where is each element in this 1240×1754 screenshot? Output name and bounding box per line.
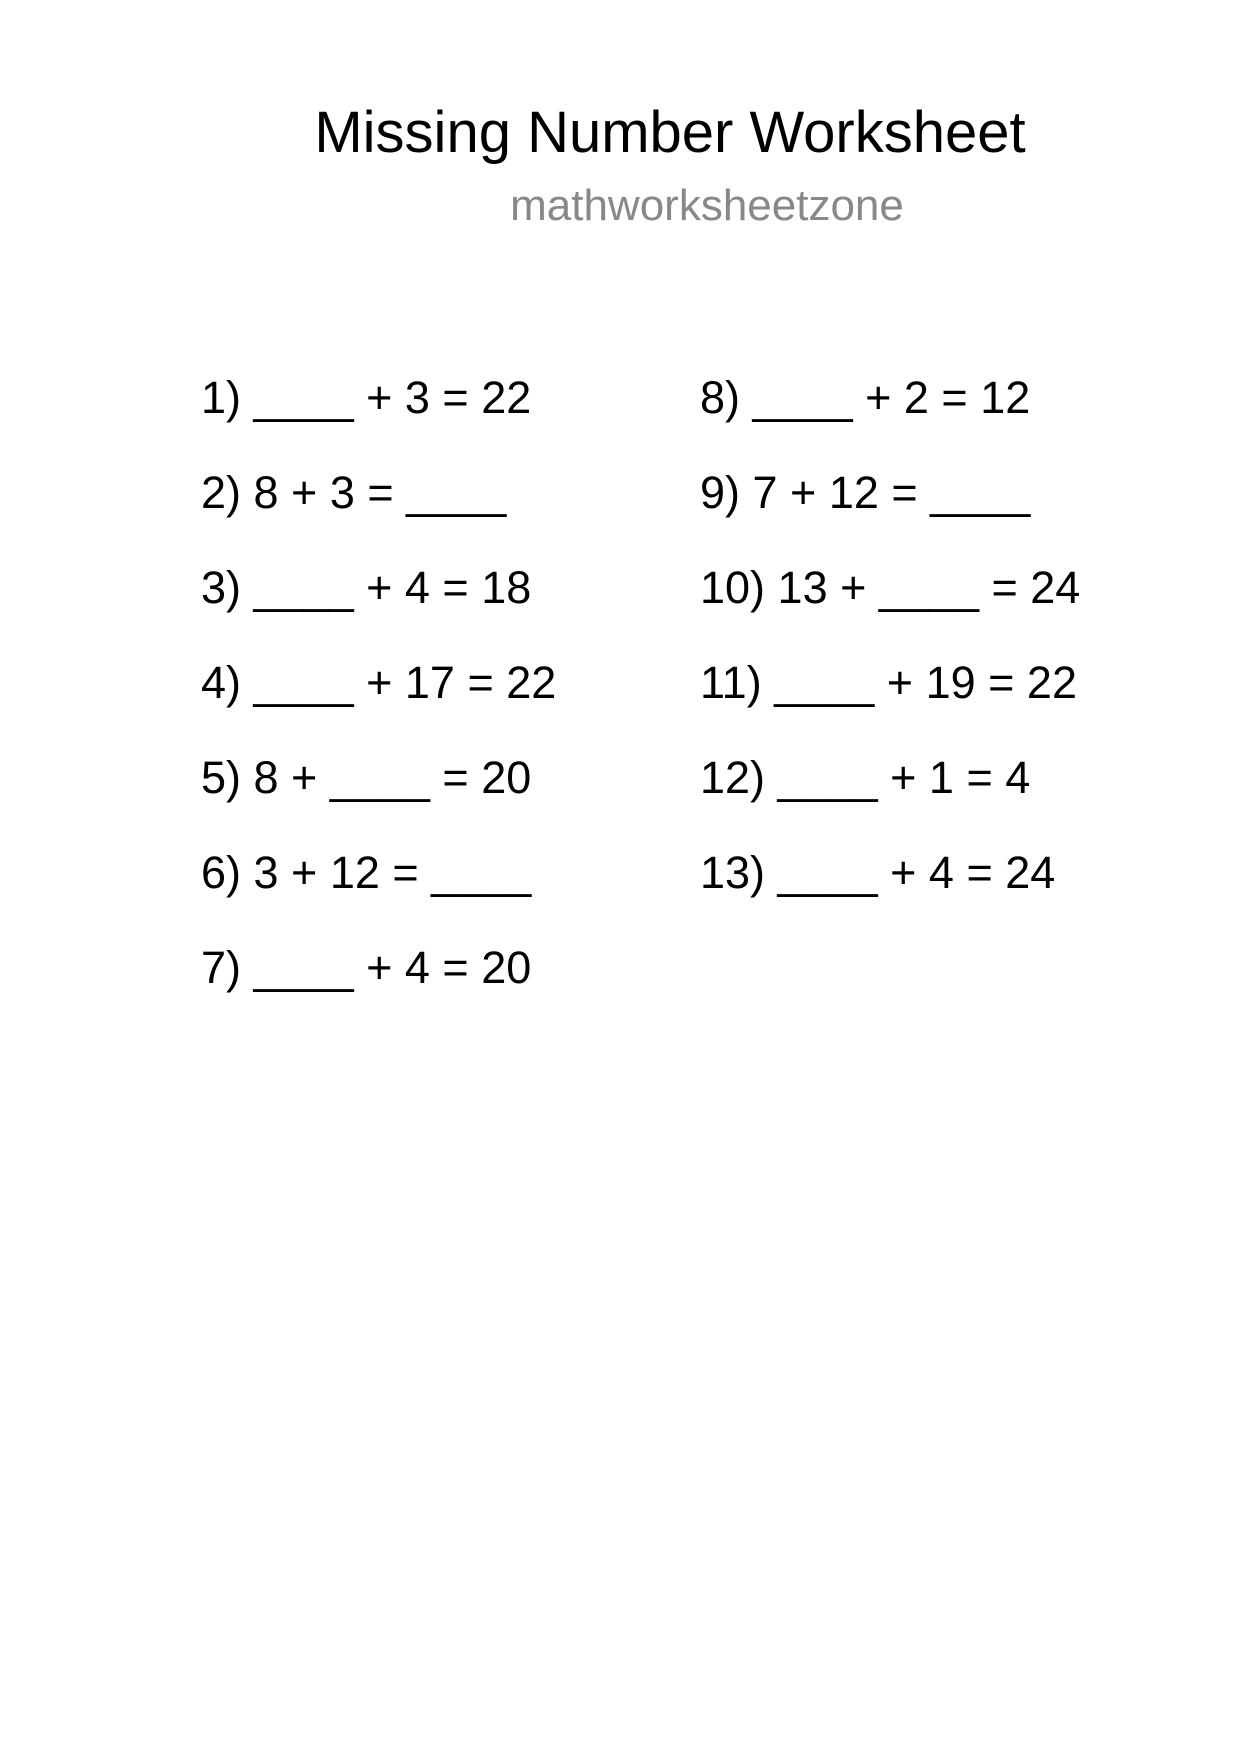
problem-item: 10) 13 + ____ = 24 xyxy=(700,562,1081,613)
problems-right-column xyxy=(700,350,1080,920)
problem-item: 7) ____ + 4 = 20 xyxy=(201,942,532,993)
worksheet-title: Missing Number Worksheet xyxy=(314,100,1026,165)
problem-item: 3) ____ + 4 = 18 xyxy=(201,562,532,613)
problem-item: 11) ____ + 19 = 22 xyxy=(700,657,1077,708)
problem-item: 13) ____ + 4 = 24 xyxy=(700,847,1056,898)
worksheet-source: mathworksheetzone xyxy=(510,181,904,230)
problems-left-column xyxy=(201,350,556,1015)
problem-item: 8) ____ + 2 = 12 xyxy=(700,372,1031,423)
problem-item: 12) ____ + 1 = 4 xyxy=(700,752,1031,803)
problem-item: 9) 7 + 12 = ____ xyxy=(700,467,1031,518)
problem-item: 6) 3 + 12 = ____ xyxy=(201,847,532,898)
problem-item: 5) 8 + ____ = 20 xyxy=(201,752,532,803)
problem-item: 4) ____ + 17 = 22 xyxy=(201,657,557,708)
problem-item: 1) ____ + 3 = 22 xyxy=(201,372,532,423)
problem-item: 2) 8 + 3 = ____ xyxy=(201,467,507,518)
